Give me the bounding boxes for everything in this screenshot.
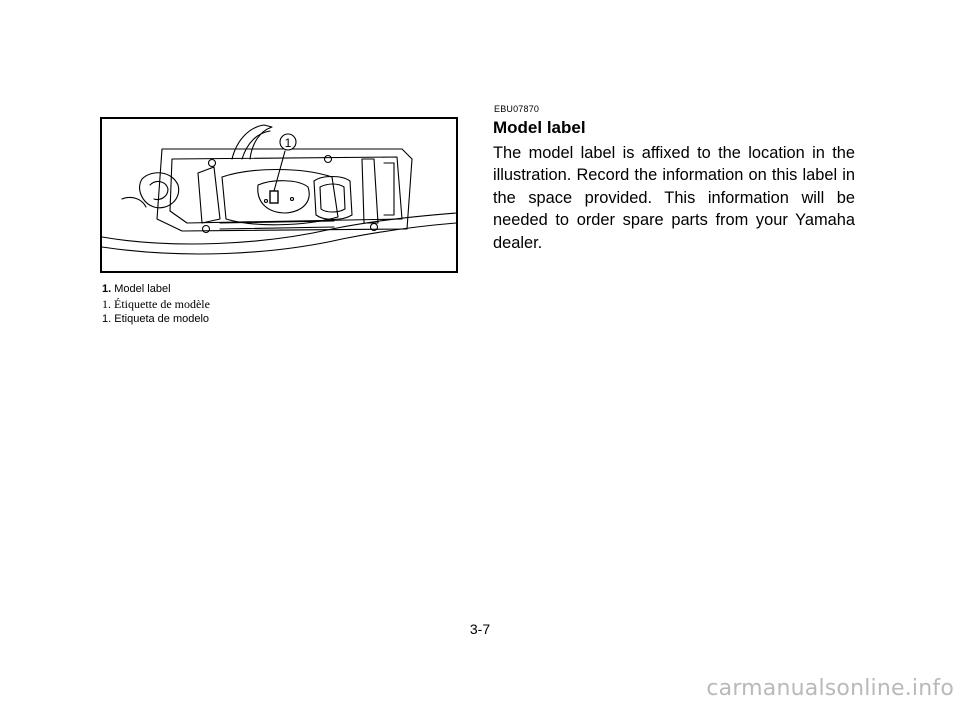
caption-spanish: 1. Etiqueta de modelo xyxy=(102,313,210,325)
figure-captions xyxy=(102,282,210,327)
section-code: EBU07870 xyxy=(494,104,540,114)
watercraft-storage-drawing xyxy=(102,119,456,271)
watermark: carmanualsonline.info xyxy=(706,676,954,701)
caption-french: 1. Étiquette de modèle xyxy=(102,297,210,311)
model-label-illustration xyxy=(100,117,458,273)
section-body: The model label is affixed to the location in the illustration. Record the information on this label in the space provided. This information will be needed to order spare parts from your Yamaha dealer. xyxy=(493,144,855,252)
caption-english: 1. Model label xyxy=(102,283,171,295)
page-number: 3-7 xyxy=(469,621,491,637)
section-heading: Model label xyxy=(493,118,586,137)
callout-number: 1 xyxy=(284,136,292,150)
